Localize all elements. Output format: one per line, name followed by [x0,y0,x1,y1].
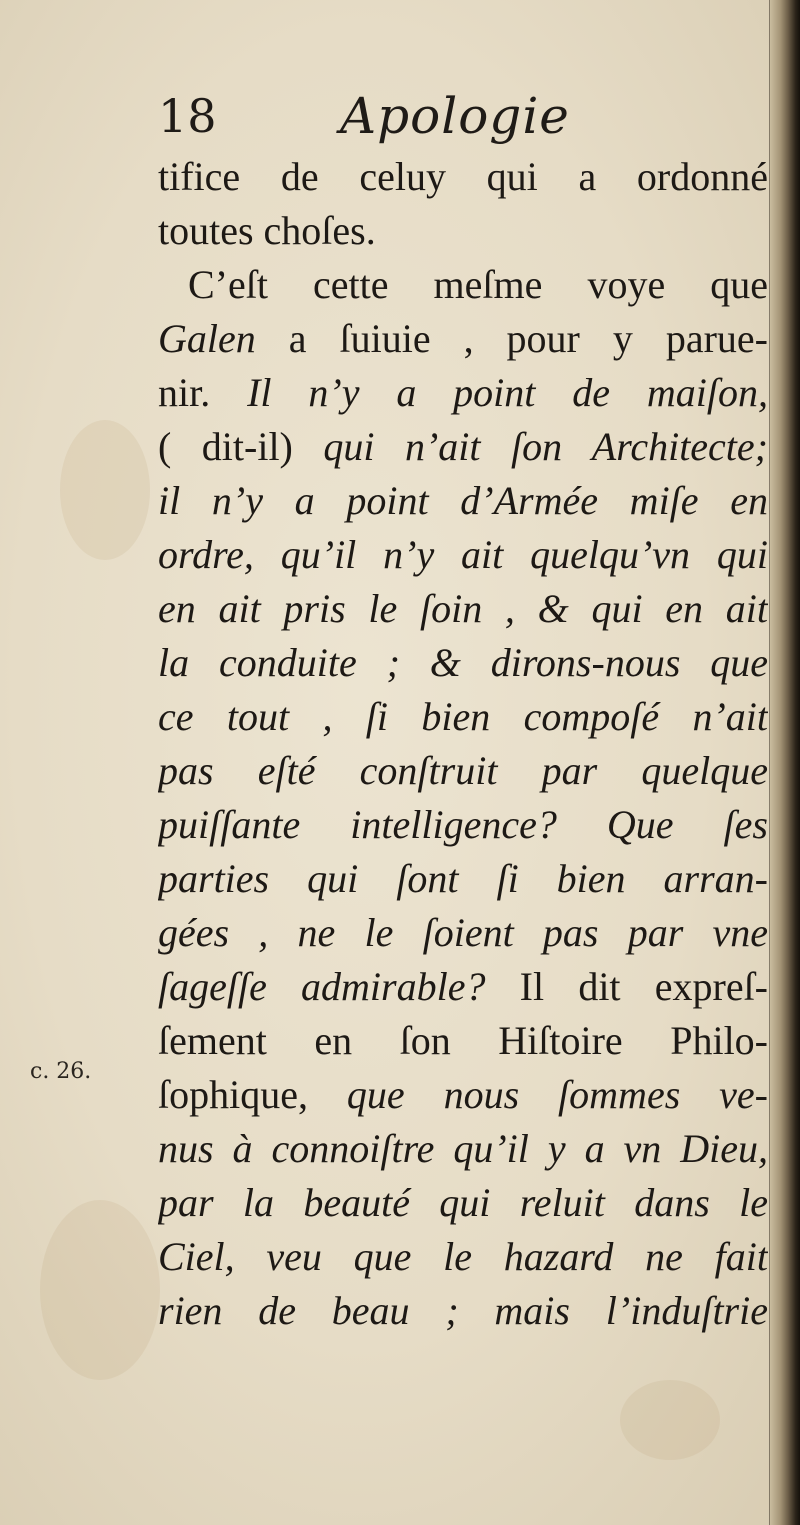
text-line [158,906,768,960]
text-line [158,312,768,366]
text-line [158,1284,768,1338]
text-segment: ſement en ſon Hiſtoire Philo- [158,1018,768,1063]
italic-text-segment: la conduite ; & dirons-nous que [158,640,768,685]
italic-text-segment: puiſſante intelligence? Que ſes [158,802,768,847]
text-line [158,1068,768,1122]
italic-text-segment: Il n’y a point de maiſon, [247,370,768,415]
italic-text-segment: parties qui ſont ſi bien arran- [158,856,768,901]
running-title: Apologie [340,87,570,145]
margin-note: c. 26. [30,1059,92,1084]
italic-text-segment: qui n’ait ſon Architecte; [323,424,768,469]
italic-text-segment: gées , ne le ſoient pas par vne [158,910,768,955]
text-line [158,798,768,852]
text-segment: tifice de celuy qui a ordonné [158,154,768,199]
text-line [158,582,768,636]
text-segment: ( dit-il) [158,424,324,469]
text-segment: nir. [158,370,248,415]
italic-text-segment: Ciel, veu que le hazard ne fait [158,1234,768,1279]
italic-text-segment: par la beauté qui reluit dans le [158,1180,768,1225]
text-line [158,420,768,474]
text-line [158,690,768,744]
text-line [158,150,768,204]
text-line [158,960,768,1014]
italic-text-segment: pas eſté conſtruit par quelque [158,748,768,793]
text-line [158,528,768,582]
italic-text-segment: ce tout , ſi bien compoſé n’ait [158,694,768,739]
text-line [158,258,768,312]
text-line [158,1122,768,1176]
text-line [158,204,768,258]
text-line [158,1176,768,1230]
italic-text-segment: ordre, qu’il n’y ait quelqu’vn qui [158,532,768,577]
paper-stain [60,420,150,560]
text-line [158,744,768,798]
paper-stain [620,1380,720,1460]
text-line [158,636,768,690]
text-segment: C’eſt cette meſme voye que [188,262,768,307]
italic-text-segment: il n’y a point d’Armée miſe en [158,478,768,523]
italic-text-segment: rien de beau ; mais l’induſtrie [158,1288,768,1333]
text-segment: ſophique, [158,1072,347,1117]
paper-stain [40,1200,160,1380]
text-segment: Il dit expreſ- [485,964,768,1009]
italic-text-segment: que nous ſommes ve- [346,1072,768,1117]
text-segment: toutes choſes. [158,208,376,253]
page-number: 18 [158,89,217,143]
page-header [158,88,758,148]
italic-text-segment: Galen [158,316,256,361]
text-line [158,366,768,420]
italic-text-segment: en ait pris le ſoin , & qui en ait [158,586,768,631]
italic-text-segment: ſageſſe admirable? [158,964,486,1009]
text-segment: a ſuiuie , pour y parue- [255,316,768,361]
italic-text-segment: nus à connoiſtre qu’il y a vn Dieu, [158,1126,768,1171]
text-line [158,1014,768,1068]
text-line [158,474,768,528]
binding-gutter [770,0,800,1525]
text-line [158,1230,768,1284]
body-text [158,150,768,1338]
text-line [158,852,768,906]
